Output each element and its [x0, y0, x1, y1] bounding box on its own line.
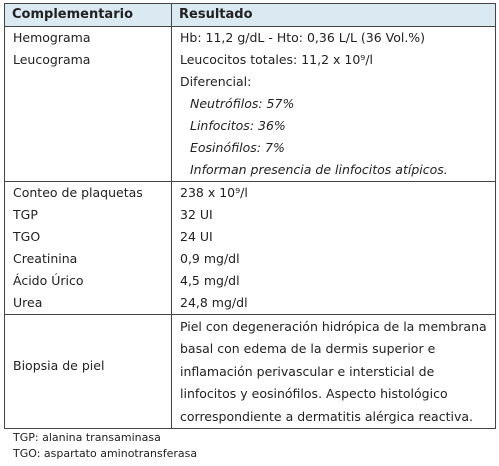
label-hemograma: Hemograma	[13, 30, 91, 45]
group1-results-cell	[172, 27, 496, 182]
label-creatinina: Creatinina	[13, 251, 78, 266]
group2-results-cell	[172, 182, 496, 315]
result-leucocitos: Leucocitos totales: 11,2 x 10⁹/l	[180, 52, 374, 67]
label-plaquetas: Conteo de plaquetas	[13, 185, 143, 200]
group1-labels-cell	[5, 27, 172, 182]
header-complementario-label: Complementario	[12, 7, 133, 22]
label-tgp: TGP	[13, 207, 38, 222]
header-complementario	[5, 4, 172, 27]
result-diferencial: Diferencial:	[180, 74, 252, 89]
result-biopsia: Piel con degeneración hidrópica de la membrana basal con edema de la dermis superior e inflamación perivascular e intersticial de linfocitos y eosinófilos. Aspecto histológico correspondiente a dermatitis alérgica reactiva.	[180, 319, 487, 424]
result-hemograma: Hb: 11,2 g/dL - Hto: 0,36 L/L (36 Vol.%)	[180, 30, 426, 45]
group3-result-cell	[172, 315, 496, 429]
result-plaquetas: 238 x 10⁹/l	[180, 185, 248, 200]
footnote-tgo: TGO: aspartato aminotransferasa	[13, 447, 198, 460]
table-header-row	[5, 4, 496, 27]
label-tgo: TGO	[13, 229, 41, 244]
header-resultado	[172, 4, 496, 27]
header-resultado-label: Resultado	[179, 7, 253, 22]
label-biopsia: Biopsia de piel	[13, 357, 105, 373]
lab-results-table	[4, 3, 496, 429]
label-leucograma: Leucograma	[13, 52, 91, 67]
label-acido-urico: Ácido Úrico	[13, 273, 84, 288]
result-eosinofilos: Eosinófilos: 7%	[190, 140, 285, 155]
result-tgp: 32 UI	[180, 207, 213, 222]
result-urea: 24,8 mg/dl	[180, 295, 248, 310]
table-row-biopsia	[5, 315, 496, 429]
group3-label-cell	[5, 315, 172, 429]
result-tgo: 24 UI	[180, 229, 213, 244]
result-creatinina: 0,9 mg/dl	[180, 251, 240, 266]
footnotes	[13, 430, 197, 462]
table-row-hemograma-leucograma	[5, 27, 496, 182]
group2-labels-cell	[5, 182, 172, 315]
result-acido-urico: 4,5 mg/dl	[180, 273, 240, 288]
result-neutrofilos: Neutrófilos: 57%	[190, 96, 295, 111]
result-linfocitos-atipicos: Informan presencia de linfocitos atípicos.	[190, 162, 448, 177]
footnote-tgp: TGP: alanina transaminasa	[13, 431, 161, 444]
table-row-quimica	[5, 182, 496, 315]
result-linfocitos: Linfocitos: 36%	[190, 118, 286, 133]
label-urea: Urea	[13, 295, 43, 310]
